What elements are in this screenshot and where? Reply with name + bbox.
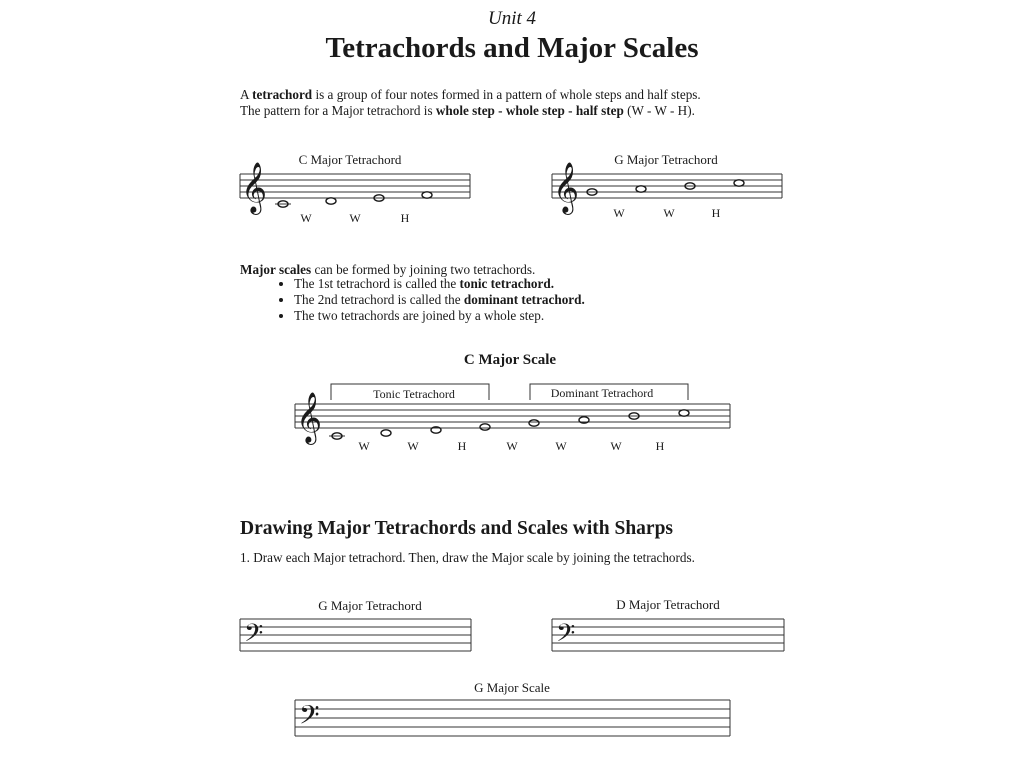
step-label: W — [349, 211, 361, 225]
term-tetrachord: tetrachord — [252, 87, 313, 102]
bullet-text: The 1st tetrachord is called the — [294, 276, 460, 291]
dominant-tetrachord-label: Dominant Tetrachord — [550, 386, 654, 400]
pattern-text: whole step - whole step - half step — [435, 103, 624, 118]
unit-label: Unit 4 — [487, 8, 537, 29]
step-label: H — [711, 206, 721, 220]
note — [381, 430, 391, 436]
step-label: W — [663, 206, 675, 220]
c-tetrachord-label: C Major Tetrachord — [298, 152, 402, 167]
tonic-tetrachord-label: Tonic Tetrachord — [373, 387, 455, 401]
step-label: W — [407, 439, 419, 453]
exercise-g-tetrachord-label: G Major Tetrachord — [318, 598, 422, 613]
exercise-d-tetrachord-staff — [552, 619, 784, 651]
g-tetrachord-label: G Major Tetrachord — [614, 152, 718, 167]
c-scale-staff — [295, 404, 730, 428]
step-label: W — [613, 206, 625, 220]
exercise-instruction: 1. Draw each Major tetrachord. Then, draw the Major scale by joining the tetrachords. — [240, 550, 695, 565]
section-heading: Drawing Major Tetrachords and Scales with Sharps — [240, 518, 674, 539]
note — [480, 424, 490, 430]
page-title: Tetrachords and Major Scales — [325, 32, 699, 64]
note — [329, 433, 345, 439]
c-major-scale-title: C Major Scale — [463, 352, 557, 368]
treble-clef-icon: 𝄞 — [296, 392, 323, 443]
note — [679, 410, 689, 416]
bullet-bold: tonic tetrachord. — [459, 276, 554, 291]
intro-line-1-rest: is a group of four notes formed in a pattern of whole steps and half steps. — [312, 87, 701, 102]
term-major-scales: Major scales — [240, 262, 312, 277]
note — [275, 201, 291, 207]
step-label: W — [506, 439, 518, 453]
exercise-g-scale-label: G Major Scale — [474, 680, 550, 695]
step-label: H — [655, 439, 665, 453]
step-label: W — [610, 439, 622, 453]
note — [422, 192, 432, 198]
c-tetrachord-staff — [240, 174, 470, 198]
note — [636, 186, 646, 192]
pattern-abbrev: (W - W - H). — [623, 103, 695, 118]
bullet-bold: dominant tetrachord. — [463, 292, 585, 307]
intro-a: A — [240, 87, 253, 102]
step-label: H — [457, 439, 467, 453]
exercise-d-tetrachord-label: D Major Tetrachord — [616, 597, 720, 612]
bass-clef-icon: 𝄢 — [244, 619, 264, 654]
note — [734, 180, 744, 186]
step-label: W — [358, 439, 370, 453]
note — [529, 420, 539, 426]
bullet-text: The 2nd tetrachord is called the — [294, 292, 464, 307]
g-tetrachord-staff — [552, 174, 782, 198]
bass-clef-icon: 𝄢 — [556, 619, 576, 654]
bullet-text: The two tetrachords are joined by a whole step. — [294, 308, 545, 323]
bass-clef-icon: 𝄢 — [299, 699, 320, 737]
step-label: W — [300, 211, 312, 225]
exercise-g-tetrachord-staff — [240, 619, 471, 651]
treble-clef-icon: 𝄞 — [553, 162, 580, 213]
note — [326, 198, 336, 204]
treble-clef-icon: 𝄞 — [241, 162, 268, 213]
step-label: W — [555, 439, 567, 453]
exercise-g-scale-staff — [295, 700, 730, 736]
major-scales-intro-rest: can be formed by joining two tetrachords. — [311, 262, 536, 277]
step-label: H — [400, 211, 410, 225]
intro-line-2-lead: The pattern for a Major tetrachord is — [240, 103, 436, 118]
